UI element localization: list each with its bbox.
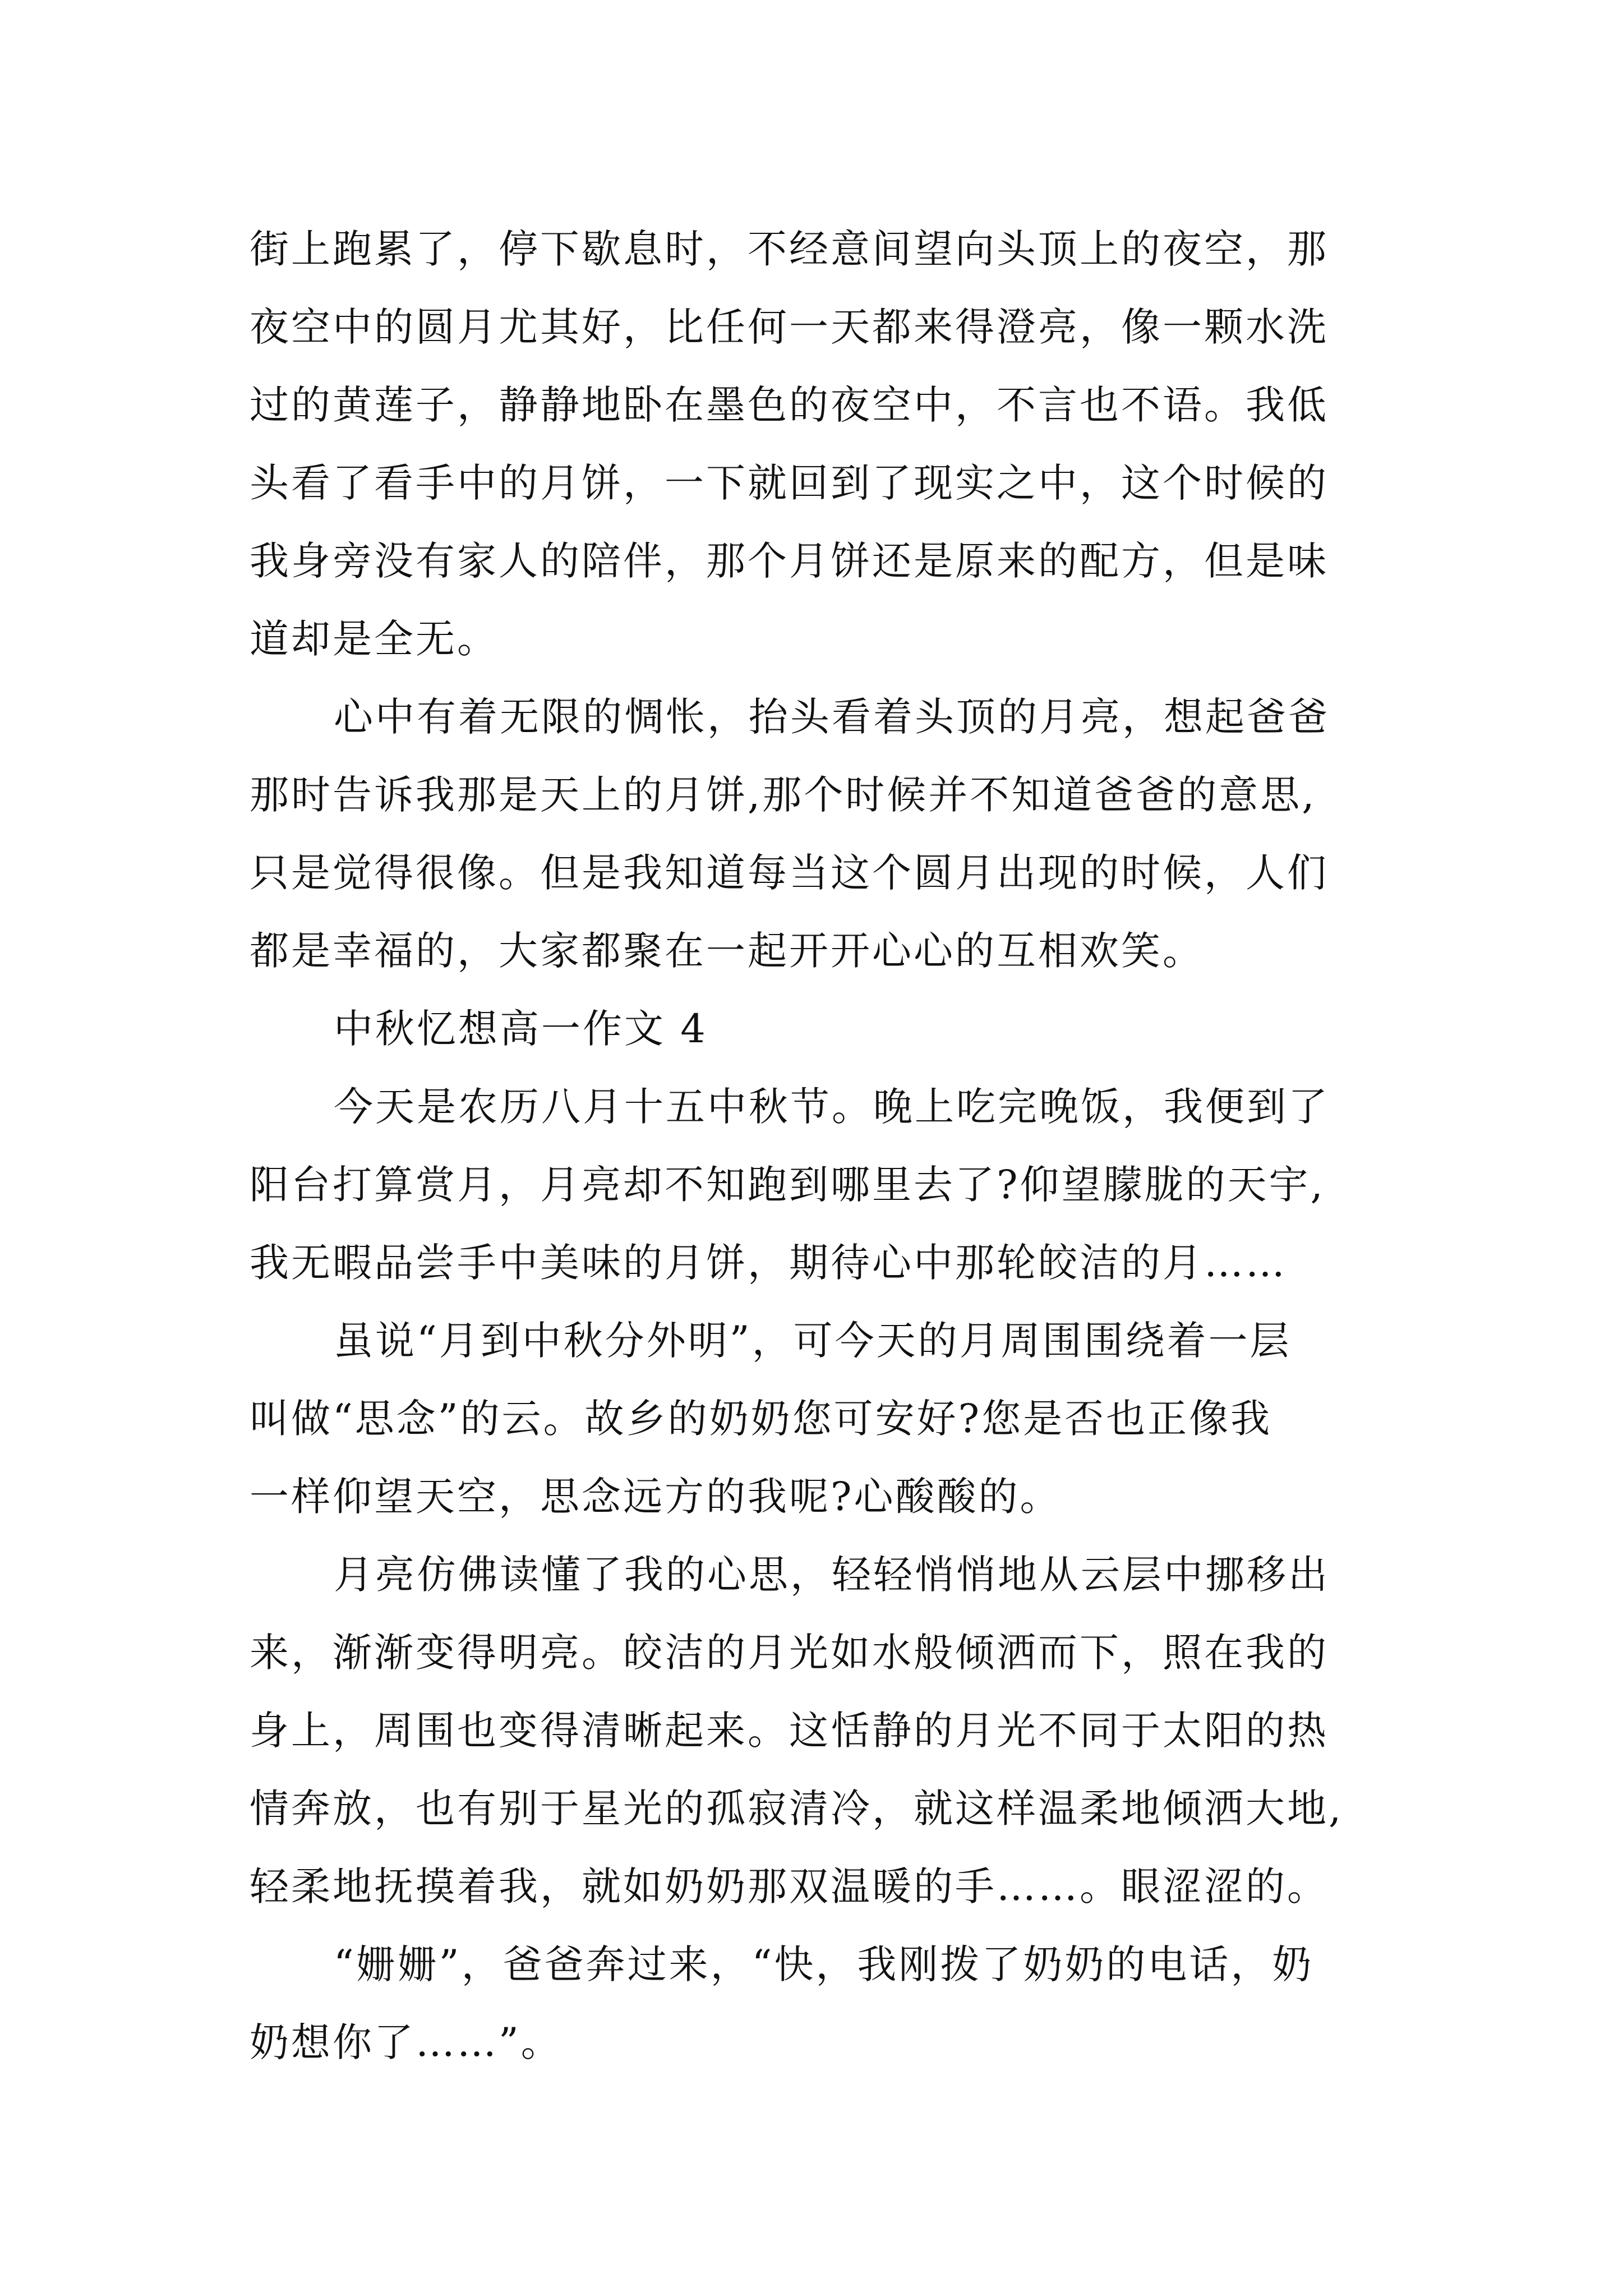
paragraph-start-line: 月亮仿佛读懂了我的心思，轻轻悄悄地从云层中挪移出	[334, 1552, 1330, 1598]
text-line: 轻柔地抚摸着我，就如奶奶那双温暖的手……。眼涩涩的。	[250, 1864, 1329, 1910]
text-line: 我身旁没有家人的陪伴，那个月饼还是原来的配方，但是味	[250, 538, 1329, 584]
text-line: 一样仰望天空，思念远方的我呢?心酸酸的。	[250, 1474, 1062, 1520]
text-line: 都是幸福的，大家都聚在一起开开心心的互相欢笑。	[250, 928, 1204, 974]
paragraph-start-line: 心中有着无限的惆怅，抬头看着头顶的月亮，想起爸爸	[334, 694, 1330, 740]
text-line: 街上跑累了，停下歇息时，不经意间望向头顶上的夜空，那	[250, 226, 1329, 272]
text-line: 夜空中的圆月尤其好，比任何一天都来得澄亮，像一颗水洗	[250, 304, 1329, 350]
text-line: 头看了看手中的月饼，一下就回到了现实之中，这个时候的	[250, 460, 1329, 506]
text-line: 那时告诉我那是天上的月饼,那个时候并不知道爸爸的意思,	[250, 772, 1317, 818]
text-line: 叫做“思念”的云。故乡的奶奶您可安好?您是否也正像我	[250, 1396, 1272, 1442]
essay-body	[250, 210, 1427, 2082]
paragraph-start-line: 虽说“月到中秋分外明”，可今天的月周围围绕着一层	[334, 1318, 1292, 1364]
text-line: 过的黄莲子，静静地卧在墨色的夜空中，不言也不语。我低	[250, 382, 1329, 428]
text-line: 只是觉得很像。但是我知道每当这个圆月出现的时候，人们	[250, 850, 1329, 896]
text-line: 道却是全无。	[250, 616, 499, 662]
text-line: 情奔放，也有别于星光的孤寂清冷，就这样温柔地倾洒大地,	[250, 1786, 1344, 1832]
text-line: 我无暇品尝手中美味的月饼，期待心中那轮皎洁的月……	[250, 1240, 1287, 1286]
text-line: 奶想你了……”。	[250, 2019, 562, 2065]
text-line: 来，渐渐变得明亮。皎洁的月光如水般倾洒而下，照在我的	[250, 1630, 1329, 1676]
paragraph-start-line: “姗姗”，爸爸奔过来，“快，我刚拨了奶奶的电话，奶	[334, 1941, 1314, 1987]
paragraph-start-line: 今天是农历八月十五中秋节。晚上吃完晚饭，我便到了	[334, 1084, 1330, 1130]
section-heading: 中秋忆想高一作文 4	[334, 1006, 708, 1052]
text-line: 身上，周围也变得清晰起来。这恬静的月光不同于太阳的热	[250, 1708, 1329, 1754]
text-line: 阳台打算赏月，月亮却不知跑到哪里去了?仰望朦胧的天宇,	[250, 1162, 1325, 1208]
